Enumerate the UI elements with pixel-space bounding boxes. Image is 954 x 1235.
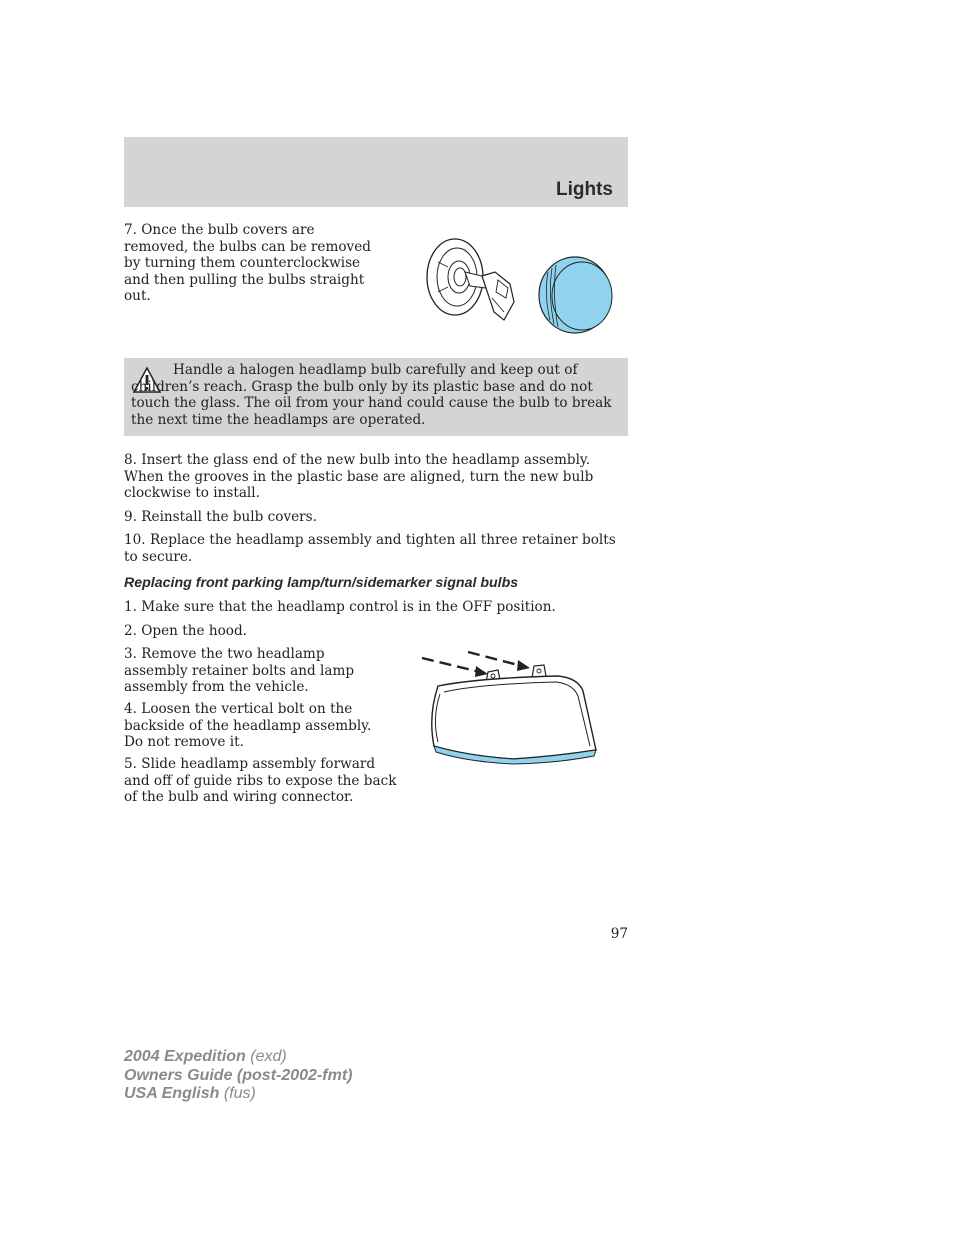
step-9-text: 9. Reinstall the bulb covers. bbox=[124, 509, 317, 525]
parking-step-3: 3. Remove the two headlamp assembly retainer bolts and lamp assembly from the vehicle. bbox=[124, 646, 355, 695]
step-7-text: 7. Once the bulb covers are removed, the bulbs can be removed by turning them counterclockwise and then pulling the bulbs straight out. bbox=[124, 222, 371, 304]
footer-language: USA English bbox=[124, 1085, 220, 1102]
section-header bbox=[124, 137, 628, 207]
subsection-heading: Replacing front parking lamp/turn/sidemarker signal bulbs bbox=[124, 575, 519, 591]
page-number: 97 bbox=[610, 926, 628, 942]
step-8-text: 8. Insert the glass end of the new bulb into the headlamp assembly. When the grooves in the plastic base are aligned, turn the new bulb clockwise to install. bbox=[124, 452, 594, 501]
headlamp-assembly-illustration bbox=[418, 646, 603, 766]
footer-model-code: (exd) bbox=[250, 1048, 287, 1065]
footer-line-2 bbox=[124, 1067, 352, 1086]
step-10-text: 10. Replace the headlamp assembly and tighten all three retainer bolts to secure. bbox=[124, 532, 616, 565]
footer-line-3 bbox=[124, 1085, 352, 1104]
footer-guide: Owners Guide (post-2002-fmt) bbox=[124, 1066, 353, 1084]
footer-model: 2004 Expedition bbox=[124, 1048, 246, 1065]
parking-step-4: 4. Loosen the vertical bolt on the backside of the headlamp assembly. Do not remove it. bbox=[124, 701, 372, 750]
parking-step-2: 2. Open the hood. bbox=[124, 623, 247, 639]
footer-line-1 bbox=[124, 1048, 352, 1067]
document-footer bbox=[124, 1048, 352, 1104]
parking-step-1: 1. Make sure that the headlamp control is in the OFF position. bbox=[124, 599, 556, 615]
warning-text: Handle a halogen headlamp bulb carefully and keep out of children’s reach. Grasp the bulb only by its plastic base and do not touch the glass. The oil from your hand could cause the bulb to break the next time the headlamps are operated. bbox=[131, 362, 612, 428]
bulb-removal-illustration bbox=[420, 232, 615, 337]
parking-step-5: 5. Slide headlamp assembly forward and off of guide ribs to expose the back of the bulb and wiring connector. bbox=[124, 756, 397, 805]
warning-box bbox=[124, 358, 628, 436]
section-title: Lights bbox=[556, 179, 613, 200]
footer-language-code: (fus) bbox=[223, 1085, 256, 1102]
